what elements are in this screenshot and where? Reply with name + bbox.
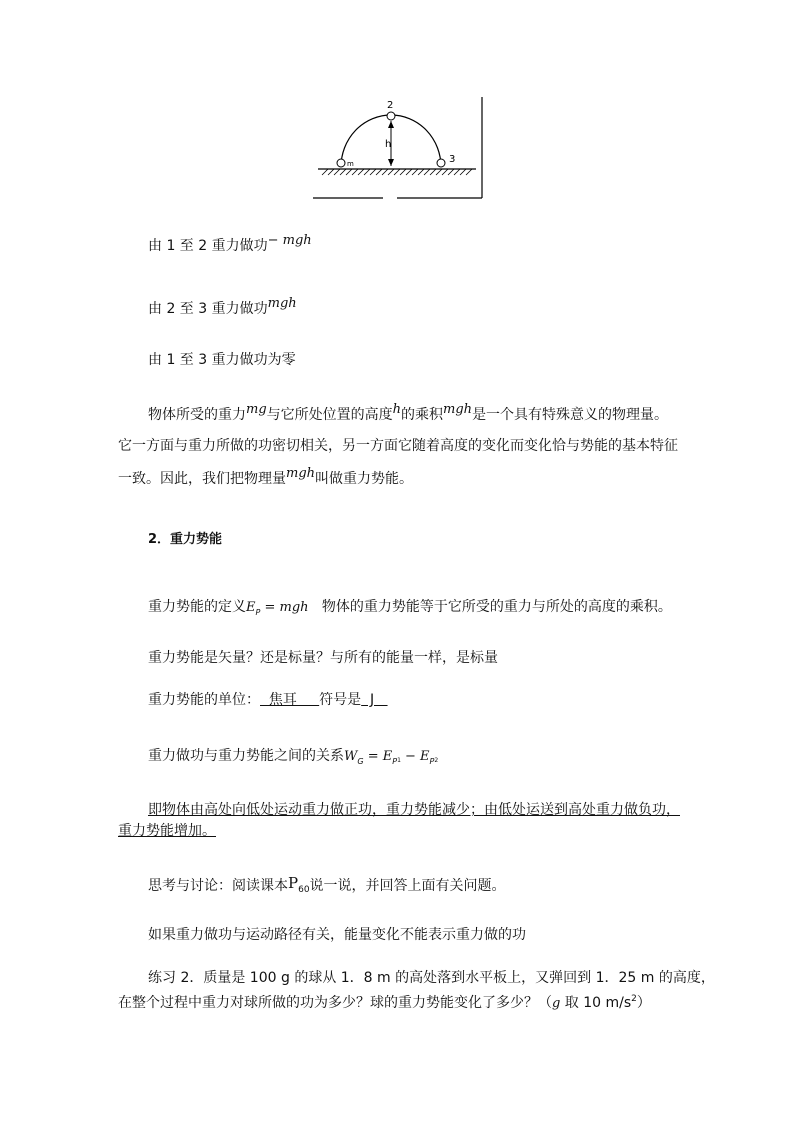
underlined-line-1: 即物体由高处向低处运动重力做正功，重力势能减少；由低处运送到高处重力做负功， (148, 802, 680, 818)
work-1-to-3: 由 1 至 3 重力做功为零 (148, 352, 296, 368)
definition-line: 重力势能的定义$E_P$ = mgh 物体的重力势能等于它所受的重力与所处的高度的乘积。 (148, 599, 672, 617)
ball-2 (387, 112, 395, 120)
work-1-to-2: 由 1 至 2 重力做功− mgh (148, 233, 312, 254)
paragraph-line-1: 物体所受的重力mg与它所处位置的高度h的乘积mgh是一个具有特殊意义的物理量。 (148, 402, 669, 423)
work-2-to-3: 由 2 至 3 重力做功mgh (148, 296, 297, 317)
relation-line: 重力做功与重力势能之间的关系$W_G = E_P1 - E_P2$ (148, 748, 439, 766)
underlined-line-2: 重力势能增加。 (118, 823, 216, 839)
label-m: m (347, 160, 354, 168)
exercise-line-1: 练习 2．质量是 100 g 的球从 1．8 m 的高处落到水平板上，又弹回到 1．25 m 的高度， (148, 970, 715, 986)
paragraph-line-2: 它一方面与重力所做的功密切相关，另一方面它随着高度的变化而变化恰与势能的基本特征 (118, 438, 678, 454)
label-point2: 2 (387, 100, 394, 111)
ball-1 (337, 159, 345, 167)
label-point3: 3 (449, 154, 456, 165)
path-line: 如果重力做功与运动路径有关，能量变化不能表示重力做的功 (148, 927, 526, 943)
think-discuss-line: 思考与讨论：阅读课本P60说一说，并回答上面有关问题。 (148, 874, 506, 895)
exercise-line-2: 在整个过程中重力对球所做的功为多少？球的重力势能变化了多少？（g 取 10 $m/s^2$） (118, 994, 651, 1011)
section-heading: 2．重力势能 (148, 532, 223, 547)
unit-line: 重力势能的单位： 焦耳 符号是 J (148, 692, 388, 708)
semicircle-path-figure (0, 0, 794, 220)
label-h: h (385, 139, 392, 150)
ball-3 (437, 159, 445, 167)
scalar-line: 重力势能是矢量？还是标量？与所有的能量一样，是标量 (148, 650, 498, 666)
paragraph-line-3: 一致。因此，我们把物理量mgh叫做重力势能。 (118, 466, 414, 487)
